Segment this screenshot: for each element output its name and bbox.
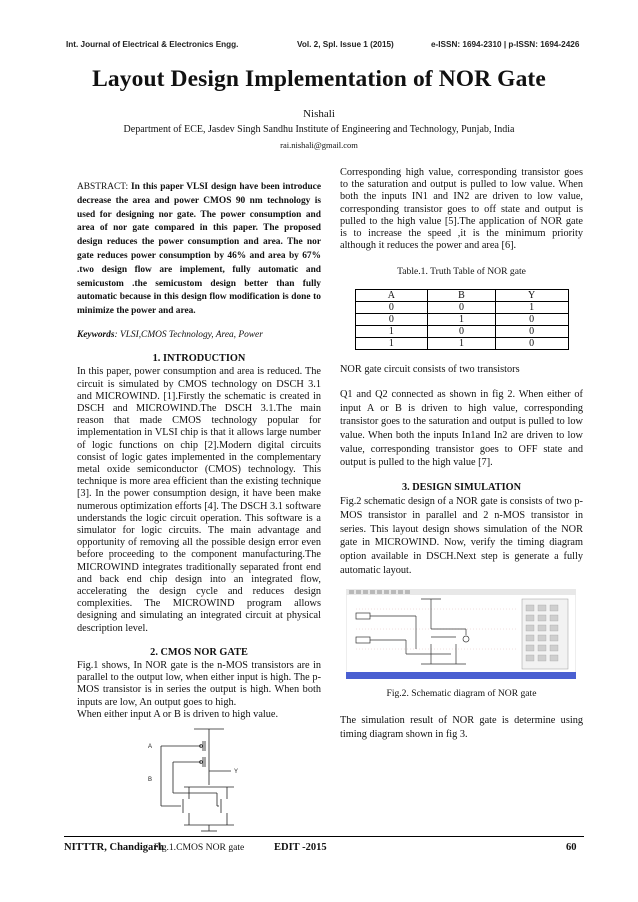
cmos-paragraph-2: When either input A or B is driven to high value.	[77, 708, 279, 720]
cmos-nor-circuit	[139, 727, 259, 835]
cmos-heading: 2. CMOS NOR GATE	[150, 646, 248, 658]
table-cell: 0	[355, 301, 428, 313]
table-cell: 0	[428, 301, 496, 313]
right-paragraph-3: Q1 and Q2 connected as shown in fig 2. When either of input A or B is driven to high value, corresponding transistor goes to the saturation and output is pulled to low value. When both the inputs In1and In2 are driven to low value, corresponding transistor goes to OFF state and output is pulled to the high value [7].	[340, 388, 583, 469]
table-cell: 1	[428, 337, 496, 349]
table-row	[355, 301, 568, 313]
fig2-figure	[346, 589, 583, 683]
closing-paragraph: The simulation result of NOR gate is determine using timing diagram shown in fig 3.	[340, 714, 583, 740]
table-row	[355, 325, 568, 337]
truth-table-header-b: B	[428, 289, 496, 301]
cmos-paragraph-1: Fig.1 shows, In NOR gate is the n-MOS transistors are in parallel to the output low, when either input is high. The p-MOS transistor is in series the output is high. When both inputs are low, An output goes to high.	[77, 660, 321, 708]
truth-table	[355, 289, 569, 350]
truth-table-header-y: Y	[495, 289, 568, 301]
table-row	[355, 337, 568, 349]
author-name: Nishali	[303, 108, 335, 120]
fig1-figure	[77, 727, 321, 839]
microwind-schematic-screenshot	[346, 589, 576, 679]
page-number: 60	[566, 842, 577, 853]
abstract-label: ABSTRACT:	[77, 182, 129, 192]
volume-info: Vol. 2, Spl. Issue 1 (2015)	[297, 40, 394, 49]
fig2-caption: Fig.2. Schematic diagram of NOR gate	[386, 687, 537, 699]
table-cell: 0	[495, 337, 568, 349]
fig1-caption: Fig.1.CMOS NOR gate	[153, 842, 245, 854]
table-cell: 1	[355, 325, 428, 337]
intro-heading: 1. INTRODUCTION	[152, 353, 246, 365]
right-paragraph-1: Corresponding high value, corresponding transistor goes to the saturation and output is pulled to low value. When both the inputs IN1 and IN2 are driven to low value, corresponding transistor goes to off state and output is pulled to the high value [5].The application of NOR gate is to increase the speed ,it is the minimum priority although it reduces the power and area [6].	[340, 167, 583, 252]
table-cell: 0	[495, 325, 568, 337]
abstract	[77, 181, 321, 319]
table-cell: 1	[428, 313, 496, 325]
keywords-label: Keywords	[77, 329, 115, 340]
keywords	[77, 329, 321, 341]
right-column	[340, 167, 583, 741]
journal-name: Int. Journal of Electrical & Electronics Engg.	[66, 40, 239, 49]
left-column	[77, 181, 321, 854]
right-paragraph-2: NOR gate circuit consists of two transistors	[340, 363, 520, 375]
footer-institution: NITTTR, Chandigarh	[64, 842, 164, 853]
table-caption: Table.1. Truth Table of NOR gate	[397, 266, 526, 278]
fig1-label-b: B	[148, 777, 153, 784]
table-cell: 1	[495, 301, 568, 313]
table-cell: 0	[428, 325, 496, 337]
table-row	[355, 313, 568, 325]
paper-title: Layout Design Implementation of NOR Gate	[92, 66, 546, 92]
footer-edition: EDIT -2015	[274, 842, 327, 853]
table-cell: 0	[495, 313, 568, 325]
fig1-label-a: A	[148, 744, 153, 751]
issn-info: e-ISSN: 1694-2310 | p-ISSN: 1694-2426	[431, 40, 580, 49]
design-heading: 3. DESIGN SIMULATION	[401, 482, 522, 494]
author-email: rai.nishali@gmail.com	[280, 140, 358, 150]
table-cell: 0	[355, 313, 428, 325]
design-paragraph: Fig.2 schematic design of a NOR gate is consists of two p-MOS transistor in parallel and 2 n-MOS transistor in series. This layout design shows simulation of the NOR gate in MICROWIND. Now, verify the timing diagram option available in DSCH.Next step is generate a fully automatic layout.	[340, 496, 583, 576]
footer-rule	[64, 836, 584, 837]
truth-table-header	[355, 289, 568, 301]
keywords-text: : VLSI,CMOS Technology, Area, Power	[114, 329, 263, 340]
abstract-text: In this paper VLSI design have been introduce decrease the area and power CMOS 90 nm technology is used for designing nor gate. The power consumption and area of nor gate compared in this paper. The proposed design reduces the power consumption and area. The nor gate reduces power consumption by 46% and area by 67% .two design flow are implement, fully automatic and semicustom .the semicustom design better than fully automatic because in this design flow modification is done to minimize the power and area.	[77, 182, 322, 317]
author-affiliation: Department of ECE, Jasdev Singh Sandhu Institute of Engineering and Technology, Punjab, India	[123, 124, 515, 135]
fig1-label-y: Y	[234, 769, 239, 776]
truth-table-header-a: A	[355, 289, 428, 301]
table-cell: 1	[355, 337, 428, 349]
intro-paragraph: In this paper, power consumption and area is reduced. The circuit is simulated by CMOS technology on DSCH 3.1 and MICROWIND. [1].Firstly the schematic is created in DSCH and MICROWIND.The DSCH 3.1.The main reason that made CMOS technology popular for implementation in VLSI chip is that it allows large number of logic functions on chip [2].Modern digital circuits consist of logic gates implemented in the complementary metal oxide semiconductor (CMOS) technology. This technique is more area efficient than the existing technique [3]. In the power consumption design, it have been make numerous optimization efforts [4]. The DSCH 3.1 software understands the logic circuit operation. This software is a simulator for logic circuits. The main advantage and opportunity of removing all the possible design error even before proceeding to the component manufacturing.The MICROWIND integrates traditionally separated front end and back end chip design into an integrated flow, accelerating the design cycle and reduces design complexities. The MICROWIND program allows designing and simulating an integrated circuit at physical description level.	[77, 366, 321, 634]
